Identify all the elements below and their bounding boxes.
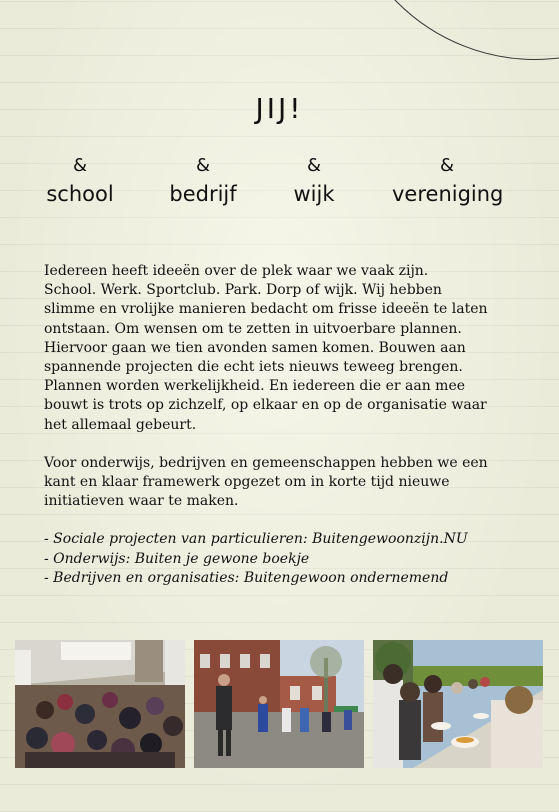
category-wijk bbox=[286, 155, 342, 209]
decorative-arc bbox=[340, 0, 559, 60]
category-label: vereniging bbox=[392, 182, 504, 206]
list-item: - Onderwijs: Buiten je gewone boekje bbox=[44, 550, 310, 567]
category-label: school bbox=[46, 182, 114, 206]
project-list bbox=[44, 530, 534, 588]
ampersand: & bbox=[306, 155, 322, 176]
category-label: bedrijf bbox=[169, 182, 237, 206]
list-item: - Sociale projecten van particulieren: Buitengewoonzijn.NU bbox=[44, 531, 468, 548]
ampersand: & bbox=[195, 155, 211, 176]
street-event-photo bbox=[194, 640, 364, 768]
page-title: JIJ! bbox=[255, 92, 304, 125]
indoor-hall-photo bbox=[15, 640, 185, 768]
intro-paragraph: Iedereen heeft ideeën over de plek waar we vaak zijn. School. Werk. Sportclub. Park. Dorp of wijk. Wij hebben slimme en vrolijke manieren bedacht om frisse ideeën te laten ontstaan. Om wensen om te zetten in uitvoerbare plannen. Hiervoor gaan we tien avonden samen komen. Bouwen aan spannende projecten die echt iets nieuws teweeg brengen. Plannen worden werkelijkheid. En iedereen die er aan mee bouwt is trots op zichzelf, op elkaar en op de organisatie waar het allemaal gebeurt. bbox=[44, 263, 488, 433]
list-item: - Bedrijven en organisaties: Buitengewoon ondernemend bbox=[44, 569, 449, 586]
category-vereniging bbox=[392, 155, 502, 209]
body-text bbox=[44, 262, 534, 588]
framework-paragraph: Voor onderwijs, bedrijven en gemeenschappen hebben we een kant en klaar framewerk opgezet om in korte tijd nieuwe initiatieven waar te maken. bbox=[44, 454, 488, 510]
ampersand: & bbox=[439, 155, 455, 176]
category-bedrijf bbox=[158, 155, 248, 209]
ampersand: & bbox=[72, 155, 88, 176]
outdoor-dinner-photo bbox=[373, 640, 543, 768]
category-label: wijk bbox=[293, 182, 335, 206]
category-school bbox=[40, 155, 120, 209]
